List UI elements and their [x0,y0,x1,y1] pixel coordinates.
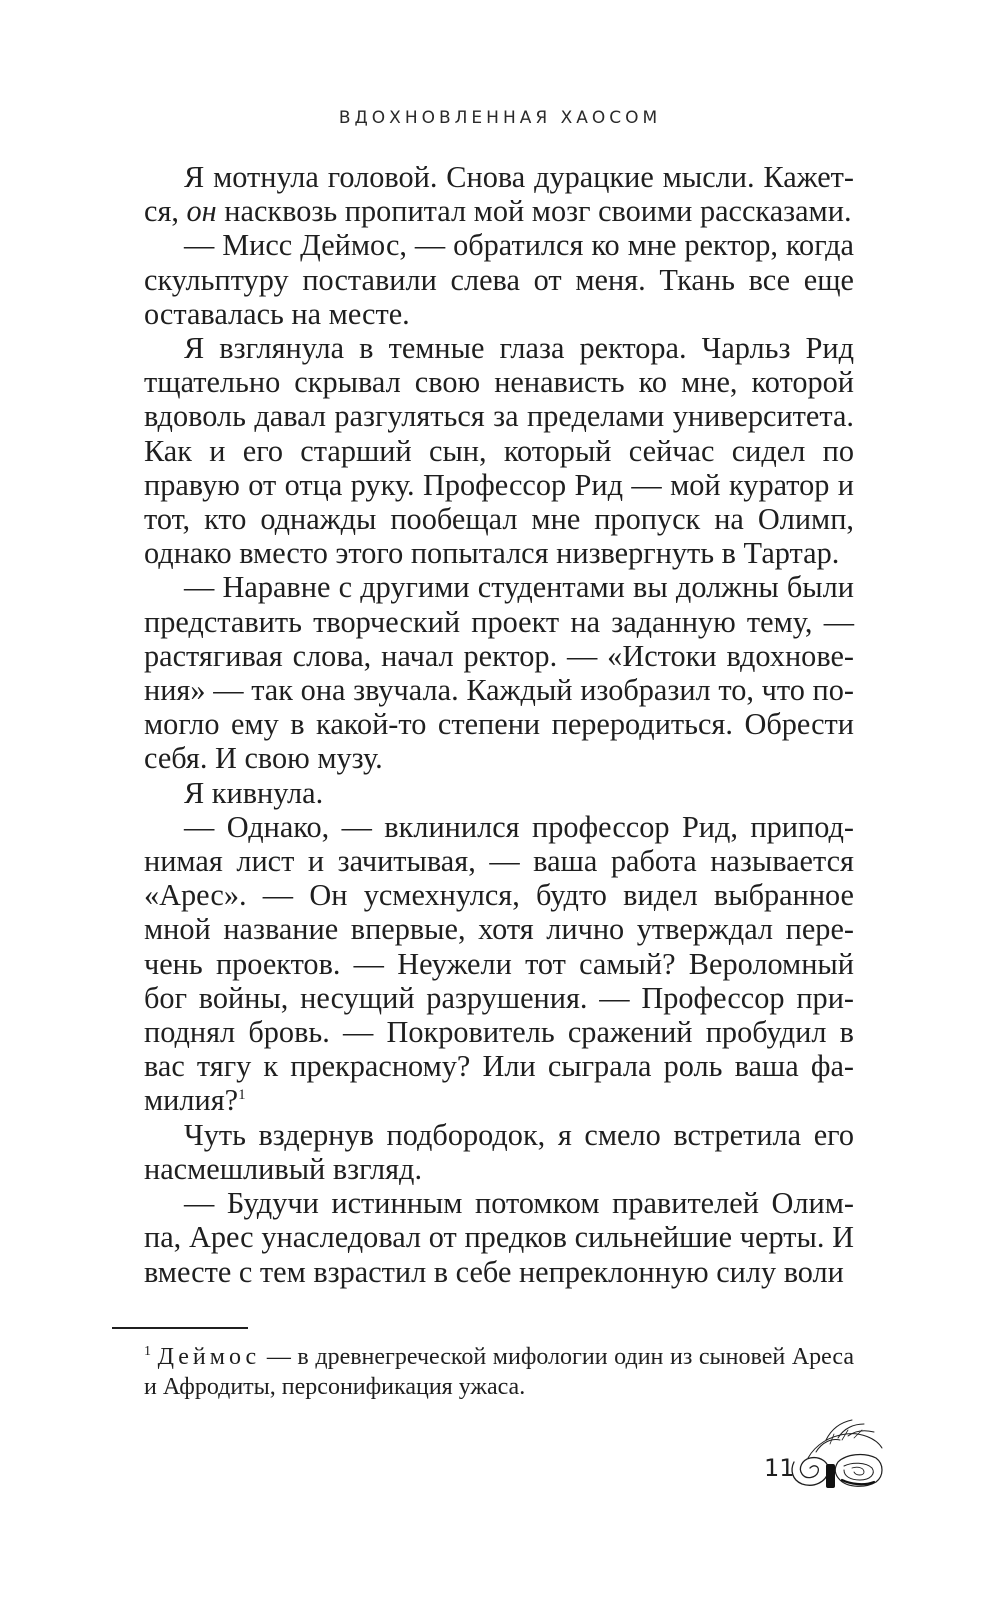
footnote-body: — в древнегреческой мифологии один из сыновей Ареса и Афродиты, персонификация ужаса. [144,1344,854,1400]
paragraph [144,160,854,228]
paragraph: Чуть вздернув подбородок, я смело встретила его насмешливый взгляд. [144,1117,854,1186]
footnote-text [144,1342,854,1402]
paragraph [144,810,854,1118]
footnote-divider [112,1327,248,1329]
footnote-marker: 1 [144,1344,151,1359]
text-run: насквозь пропитал мой мозг своими рассказами. [216,194,852,229]
text-run: — Однако, — вклинился профессор Рид, приподнимая лист и зачитывая, — ваша работа называется «Арес». — Он усмехнулся, будто видел выбранное мной название впервые, хотя лично утверждал перечень проектов. — Неужели тот самый? Вероломный бог войны, несущий разрушения. — Профессор приподнял бровь. — Покровитель сражений пробудил в вас тягу к прекрасному? Или сыграла роль ваша фамилия? [144,809,854,1118]
page-number: 11 [764,1454,795,1482]
text-run: Я мотнула головой. Снова дурацкие мысли. Кажется, [144,160,854,229]
paragraph: — Мисс Деймос, — обратился ко мне ректор, когда скульптуру поставили слева от меня. Ткань все еще оставалась на месте. [144,228,854,331]
body-text [144,160,854,1289]
paragraph: Я кивнула. [184,775,324,810]
footnote [144,1342,854,1402]
paragraph: — Наравне с другими студентами вы должны были представить творческий проект на заданную тему, — растягивая слова, начал ректор. — «Истоки вдохновения» — так она звучала. Каждый изобразил то, что помогло ему в какой-то степени переродиться. Обрести себя. И свою музу. [144,570,854,776]
footnote-term: Деймос [157,1344,261,1370]
running-head: ВДОХНОВЛЕННАЯ ХАОСОМ [338,108,662,128]
paragraph: Я взглянула в темные глаза ректора. Чарльз Рид тщательно скрывал свою ненависть ко мне, которой вдоволь давал разгуляться за пределами университета. Как и его старший сын, который сейчас сидел по правую от отца руку. Профессор Рид — мой куратор и тот, кто однажды пообещал мне пропуск на Олимп, однако вместо этого попытался низвергнуть в Тартар. [144,331,854,571]
paragraph: — Будучи истинным потомком правителей Олимпа, Арес унаследовал от предков сильнейшие черты. И вместе с тем взрастил в себе непреклонную силу воли [144,1186,854,1289]
emphasis: он [186,194,217,229]
footnote-reference[interactable]: 1 [238,1087,246,1104]
rose-sketch-icon [786,1418,886,1490]
